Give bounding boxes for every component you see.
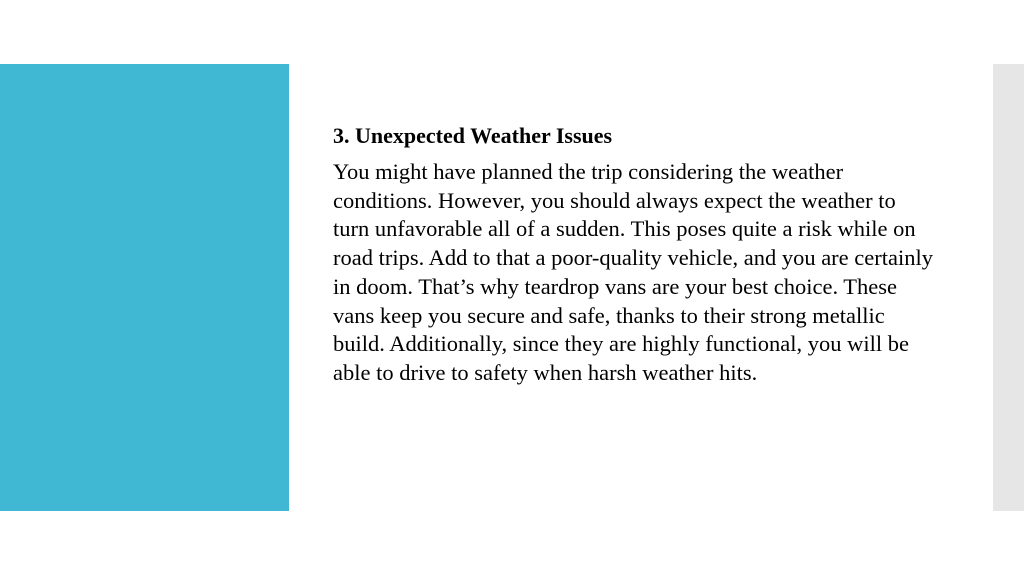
accent-color-panel [0,64,289,511]
right-side-bar [993,64,1024,511]
slide-heading: 3. Unexpected Weather Issues [333,123,613,148]
slide-body-text: You might have planned the trip considering the weather conditions. However, you should always expect the weather to turn unfavorable all of a sudden. This poses quite a risk while on road trips. Add to that a poor-quality vehicle, and you are certainly in doom. That’s why teardrop vans are your best choice. These vans keep you secure and safe, thanks to their strong metallic build. Additionally, since they are highly functional, you will be able to drive to safety when harsh weather hits. [333,159,933,385]
slide-content [333,120,953,388]
